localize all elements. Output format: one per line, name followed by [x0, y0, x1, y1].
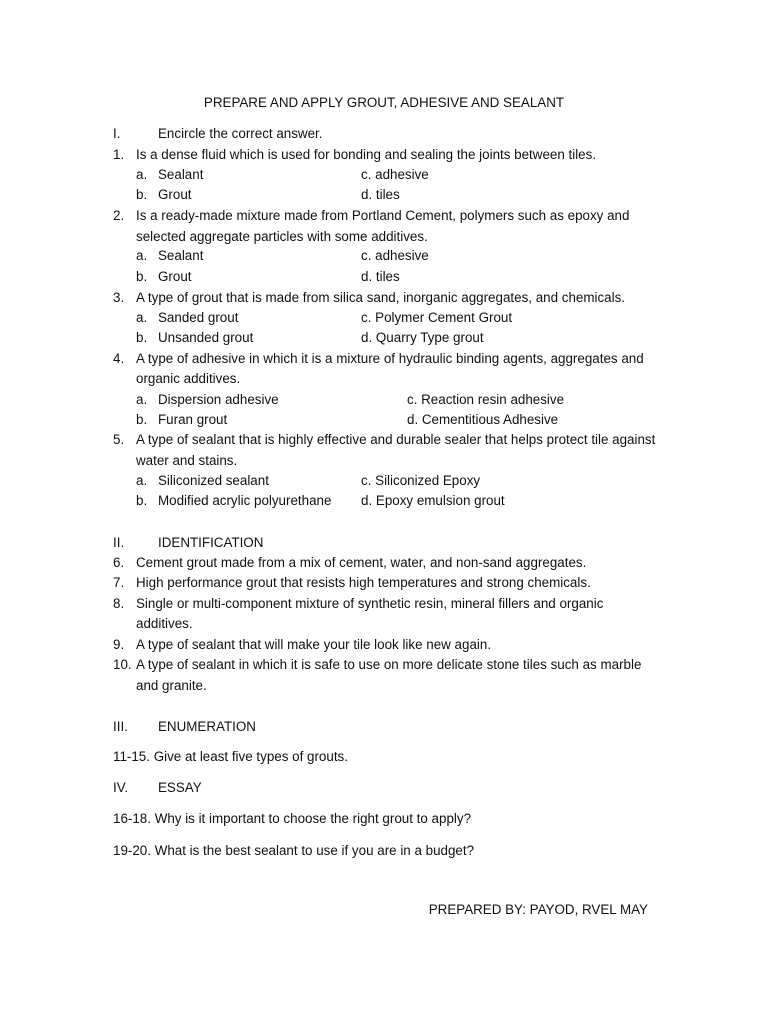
option-b: Furan grout	[158, 412, 228, 427]
section-2-number: II.	[113, 535, 125, 550]
question-text: High performance grout that resists high temperatures and strong chemicals.	[136, 575, 591, 590]
option-letter: a.	[136, 310, 148, 325]
question-text: Is a dense fluid which is used for bonding and sealing the joints between tiles.	[136, 147, 597, 162]
option-letter: a.	[136, 392, 148, 407]
option-c: c. Polymer Cement Grout	[361, 310, 513, 325]
question-text-cont: additives.	[136, 616, 193, 631]
option-a: Sealant	[158, 248, 204, 263]
worksheet-title: PREPARE AND APPLY GROUT, ADHESIVE AND SEALANT	[203, 95, 565, 110]
prepared-by: PREPARED BY: PAYOD, RVEL MAY	[428, 902, 648, 917]
section-4-heading: ESSAY	[158, 780, 202, 795]
question-number: 9.	[113, 637, 125, 652]
question-text: A type of adhesive in which it is a mixture of hydraulic binding agents, aggregates and	[136, 351, 644, 366]
section-4-number: IV.	[113, 780, 129, 795]
section-1-instruction: Encircle the correct answer.	[158, 126, 323, 141]
question-number: 8.	[113, 596, 125, 611]
question-number: 7.	[113, 575, 125, 590]
question-number: 1.	[113, 147, 125, 162]
option-letter: b.	[136, 412, 148, 427]
question-text: A type of sealant in which it is safe to use on more delicate stone tiles such as marble	[136, 657, 642, 672]
question-text-cont: water and stains.	[136, 453, 238, 468]
essay-question-1: 16-18. Why is it important to choose the right grout to apply?	[113, 811, 472, 826]
section-1-number: I.	[113, 126, 121, 141]
option-b: Grout	[158, 269, 192, 284]
question-text: Single or multi-component mixture of synthetic resin, mineral fillers and organic	[136, 596, 604, 611]
question-number: 10.	[113, 657, 132, 672]
option-c: c. adhesive	[361, 167, 429, 182]
option-b: Grout	[158, 187, 192, 202]
section-3-number: III.	[113, 719, 128, 734]
option-a: Dispersion adhesive	[158, 392, 279, 407]
enumeration-item: 11-15. Give at least five types of grouts.	[113, 749, 348, 764]
option-a: Siliconized sealant	[158, 473, 269, 488]
option-letter: a.	[136, 248, 148, 263]
option-c: c. Siliconized Epoxy	[361, 473, 481, 488]
question-number: 3.	[113, 290, 125, 305]
option-letter: a.	[136, 473, 148, 488]
section-2-heading: IDENTIFICATION	[158, 535, 264, 550]
option-a: Sealant	[158, 167, 204, 182]
question-text-cont: selected aggregate particles with some additives.	[136, 229, 428, 244]
question-number: 4.	[113, 351, 125, 366]
option-letter: b.	[136, 493, 148, 508]
option-d: d. tiles	[361, 187, 400, 202]
option-c: c. adhesive	[361, 248, 429, 263]
question-text-cont: organic additives.	[136, 371, 241, 386]
question-text-cont: and granite.	[136, 678, 207, 693]
question-text: Cement grout made from a mix of cement, water, and non-sand aggregates.	[136, 555, 587, 570]
option-a: Sanded grout	[158, 310, 239, 325]
option-letter: b.	[136, 269, 148, 284]
option-b: Unsanded grout	[158, 330, 254, 345]
option-b: Modified acrylic polyurethane	[158, 493, 332, 508]
option-c: c. Reaction resin adhesive	[407, 392, 565, 407]
option-d: d. Epoxy emulsion grout	[361, 493, 505, 508]
option-letter: b.	[136, 187, 148, 202]
question-number: 5.	[113, 432, 125, 447]
question-text: A type of grout that is made from silica sand, inorganic aggregates, and chemicals.	[136, 290, 626, 305]
question-text: A type of sealant that will make your tile look like new again.	[136, 637, 492, 652]
option-letter: b.	[136, 330, 148, 345]
question-number: 2.	[113, 208, 125, 223]
option-letter: a.	[136, 167, 148, 182]
section-3-heading: ENUMERATION	[158, 719, 256, 734]
option-d: d. Quarry Type grout	[361, 330, 484, 345]
question-number: 6.	[113, 555, 125, 570]
question-text: Is a ready-made mixture made from Portland Cement, polymers such as epoxy and	[136, 208, 630, 223]
essay-question-2: 19-20. What is the best sealant to use if you are in a budget?	[113, 843, 475, 858]
question-text: A type of sealant that is highly effective and durable sealer that helps protect tile against	[136, 432, 656, 447]
option-d: d. tiles	[361, 269, 400, 284]
option-d: d. Cementitious Adhesive	[407, 412, 559, 427]
